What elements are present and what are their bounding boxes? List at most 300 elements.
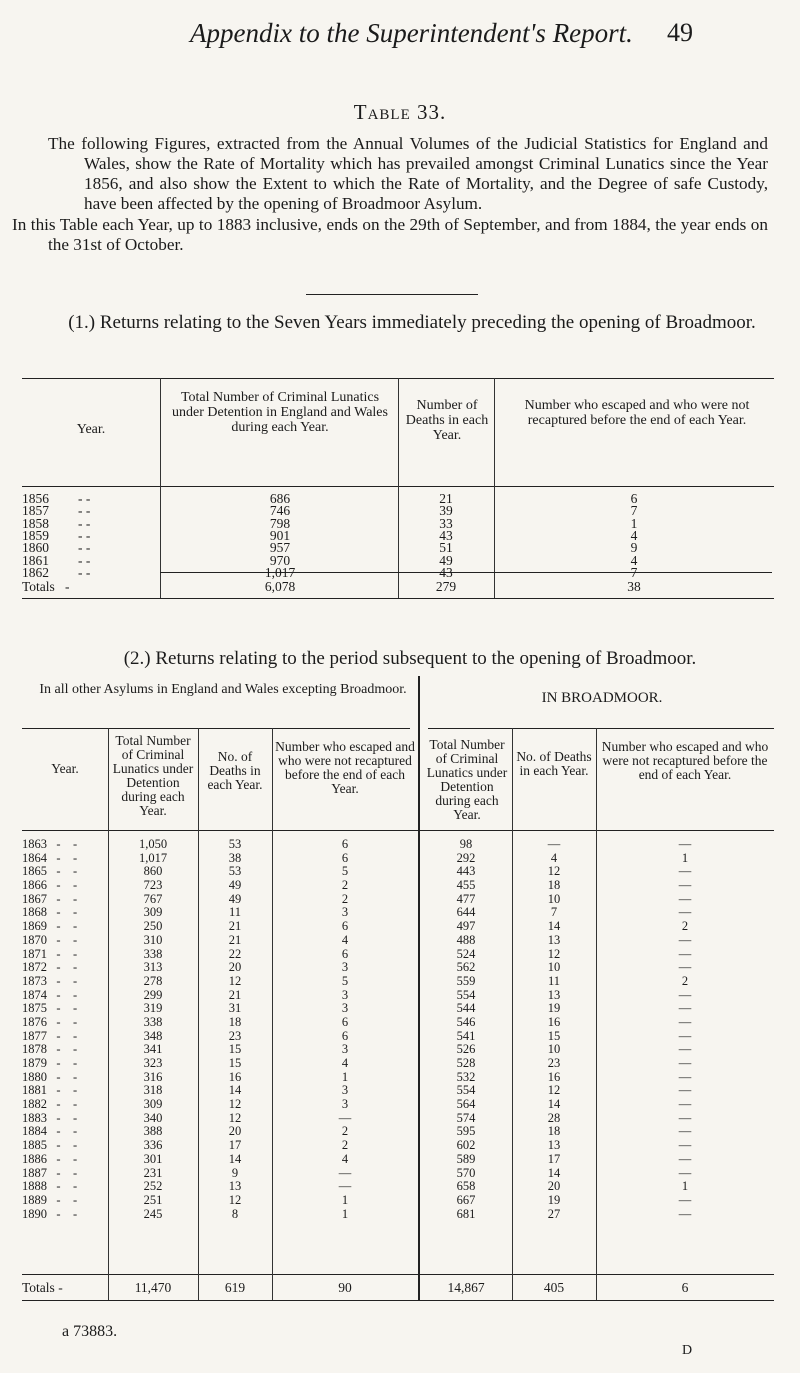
cell-b-escaped: — [678,1083,692,1098]
cell-b-total: 658 [456,1179,476,1194]
cell-year [22,1016,108,1030]
leader-dots: - - [47,850,78,865]
cell-year [22,1030,108,1044]
year-label: 1890 [22,1206,47,1221]
cell-b-deaths: 14 [547,1165,561,1180]
cell-deaths: 13 [228,1179,242,1194]
section-1-title: (1.) Returns relating to the Seven Years immediately preceding the opening of Broadmoor. [68,312,756,333]
cell-b-total: 602 [456,1138,476,1153]
row-total: 746 [269,503,291,519]
row-year: 1860 [22,540,49,556]
header-total: Total Number of Criminal Lunatics under Detention in England and Wales during each Year. [172,390,388,435]
cell-deaths: 9 [231,1165,239,1180]
leader-dots: - - [78,540,91,556]
cell-year [22,1002,108,1016]
cell-deaths: 11 [228,905,242,920]
row-escaped: 9 [630,540,638,556]
cell-total: 323 [143,1056,163,1070]
totals-total: 6,078 [264,579,296,594]
year-label: 1885 [22,1138,47,1153]
cell-b-deaths: 12 [547,864,561,879]
running-title: Appendix to the Superintendent's Report. [190,18,633,48]
cell-b-escaped: — [678,1151,692,1166]
cell-b-escaped: — [678,960,692,975]
header-escaped: Number who escaped and who were not recaptured before the end of each Year. [275,739,415,796]
year-label: 1889 [22,1192,47,1207]
cell-b-total: 570 [456,1165,476,1180]
cell-year [22,975,108,989]
year-label: 1883 [22,1110,47,1125]
cell-year [22,865,108,879]
column-rule [160,378,161,598]
cell-year [22,1180,108,1194]
row-total: 686 [269,491,291,506]
page-number: 49 [667,18,693,47]
cell-total: 860 [143,864,163,879]
leader-dots: - - [78,503,91,519]
cell-year [22,1194,108,1208]
year-label: 1880 [22,1069,47,1084]
totals-escaped: 38 [627,579,641,594]
leader-dots: - - [47,1001,78,1016]
cell-deaths: 12 [228,1110,242,1125]
cell-deaths: 15 [228,1042,242,1057]
leader-dots: - - [47,960,78,975]
row-escaped: 6 [630,491,638,506]
cell-deaths: 53 [228,864,242,879]
leader-dots: - - [47,946,78,961]
cell-total: 278 [143,973,163,988]
cell-b-escaped: — [678,1014,692,1029]
cell-escaped: 5 [341,864,349,879]
cell-b-deaths: 18 [547,878,561,893]
leader-dots: - - [47,919,78,934]
table-rule [22,728,410,729]
cell-b-escaped: 2 [681,973,689,988]
cell-b-escaped: 1 [681,1179,689,1194]
cell-b-deaths: 13 [547,1138,561,1153]
column-year [22,838,108,1221]
cell-total: 348 [143,1028,163,1043]
year-label: 1888 [22,1179,47,1194]
cell-escaped: — [338,1179,352,1194]
cell-b-total: 98 [459,837,473,851]
cell-deaths: 38 [228,850,242,865]
cell-b-total: 667 [456,1192,476,1207]
totals-escaped: 90 [338,1280,352,1295]
cell-b-escaped: — [678,1192,692,1207]
leader-dots: - - [47,864,78,879]
cell-year [22,1125,108,1139]
cell-b-deaths: 10 [547,891,561,906]
cell-escaped: 3 [341,1001,349,1016]
cell-total: 309 [143,1097,163,1112]
cell-b-total: 554 [456,1083,476,1098]
cell-b-total: 562 [456,960,476,975]
header-total: Total Number of Criminal Lunatics under Detention during each Year. [112,733,194,818]
cell-deaths: 21 [228,919,242,934]
cell-b-total: 681 [456,1206,476,1221]
leader-dots: - - [47,1192,78,1207]
cell-b-deaths: 16 [547,1069,561,1084]
cell-deaths: 20 [228,960,242,975]
cell-total: 336 [143,1138,163,1153]
table-post-broadmoor [22,676,774,1356]
footer-signature: a 73883. [62,1323,118,1340]
cell-escaped: 3 [341,960,349,975]
row-year: 1856 [22,491,49,506]
cell-total: 316 [143,1069,163,1084]
cell-b-deaths: 13 [547,932,561,947]
column-escaped [272,838,418,1221]
cell-total: 767 [143,891,163,906]
cell-b-escaped: 2 [681,919,689,934]
column-deaths [198,838,272,1221]
cell-b-deaths: 10 [547,1042,561,1057]
year-label: 1887 [22,1165,47,1180]
cell-b-total: 559 [456,973,476,988]
leader-dots: - - [47,1138,78,1153]
cell-escaped: 1 [341,1192,349,1207]
cell-b-deaths: 14 [547,1097,561,1112]
cell-deaths: 21 [228,932,242,947]
cell-year [22,920,108,934]
cell-b-total: 564 [456,1097,476,1112]
cell-total: 231 [143,1165,163,1180]
cell-year [22,1208,108,1222]
year-label: 1875 [22,1001,47,1016]
column-b-escaped [596,838,774,1221]
cell-b-total: 541 [456,1028,476,1043]
cell-escaped: 2 [341,878,349,893]
cell-b-escaped: — [678,1165,692,1180]
cell-b-total: 455 [456,878,476,893]
cell-deaths: 18 [228,1014,242,1029]
cell-total: 309 [143,905,163,920]
cell-b-deaths: 13 [547,987,561,1002]
cell-b-deaths: 16 [547,1014,561,1029]
leader-dots: - - [47,878,78,893]
footer-signature-mark: D [682,1343,693,1358]
cell-b-deaths: 19 [547,1192,561,1207]
year-label: 1868 [22,905,47,920]
cell-year [22,1057,108,1071]
cell-deaths: 12 [228,1192,242,1207]
cell-deaths: 23 [228,1028,242,1043]
cell-b-escaped: — [678,1001,692,1016]
cell-escaped: 2 [341,1138,349,1153]
row-deaths: 33 [439,515,453,531]
leader-dots: - - [47,987,78,1002]
leader-dots: - - [78,527,91,543]
totals-b-deaths: 405 [543,1280,565,1295]
cell-escaped: 3 [341,987,349,1002]
cell-b-deaths: 11 [547,973,561,988]
year-label: 1881 [22,1083,47,1098]
cell-b-total: 546 [456,1014,476,1029]
cell-escaped: 6 [341,1014,349,1029]
leader-dots: - - [47,932,78,947]
cell-total: 313 [143,960,163,975]
cell-deaths: 49 [228,891,242,906]
column-total [108,838,198,1221]
table-rule [428,728,774,729]
leader-dots: - - [78,491,91,506]
leader-dots: - - [47,1097,78,1112]
leader-dots: - - [47,891,78,906]
table-rule [22,830,774,831]
cell-total: 340 [143,1110,163,1125]
cell-escaped: 6 [341,1028,349,1043]
cell-b-deaths: 27 [547,1206,561,1221]
cell-b-deaths: 20 [547,1179,561,1194]
cell-b-escaped: — [678,1042,692,1057]
cell-b-escaped: — [678,932,692,947]
cell-escaped: 2 [341,891,349,906]
cell-b-deaths: 17 [547,1151,561,1166]
row-deaths: 51 [439,540,453,556]
cell-total: 388 [143,1124,163,1139]
cell-escaped: 5 [341,973,349,988]
cell-deaths: 15 [228,1056,242,1070]
cell-b-escaped: — [678,1124,692,1139]
leader-dots: - - [47,1206,78,1221]
cell-b-escaped: — [678,1206,692,1221]
cell-year [22,1167,108,1181]
year-label: 1866 [22,878,47,893]
cell-year [22,989,108,1003]
header-year: Year. [76,422,106,437]
header-deaths: Number of Deaths in each Year. [405,398,489,443]
totals-total: 11,470 [134,1280,172,1295]
leader-dots: - - [78,552,91,568]
group-header-broadmoor: IN BROADMOOR. [541,690,663,706]
intro-paragraph-2: In this Table each Year, up to 1883 inclusive, ends on the 29th of September, and from 1884, the year ends on the 31st of October. [12,215,768,254]
cell-escaped: 4 [341,1151,349,1166]
row-escaped: 1 [630,515,638,531]
cell-b-escaped: — [678,878,692,893]
cell-deaths: 16 [228,1069,242,1084]
cell-escaped: 6 [341,837,349,851]
cell-escaped: 1 [341,1069,349,1084]
cell-b-deaths: — [547,837,561,851]
header-escaped: Number who escaped and who were not recaptured before the end of each Year. [524,398,750,428]
intro-text [12,134,768,255]
running-header [0,18,800,48]
cell-escaped: 3 [341,905,349,920]
row-escaped: 7 [630,564,638,580]
cell-total: 310 [143,932,163,947]
cell-b-escaped: — [678,905,692,920]
cell-escaped: 3 [341,1042,349,1057]
row-deaths: 43 [439,527,453,543]
row-escaped: 7 [630,503,638,519]
cell-b-escaped: — [678,864,692,879]
row-deaths: 49 [439,552,453,568]
cell-b-escaped: — [678,1028,692,1043]
row-total: 957 [269,540,291,556]
row-year: 1859 [22,527,49,543]
leader-dots: - - [47,1069,78,1084]
cell-total: 338 [143,946,163,961]
leader-dots: - - [47,1179,78,1194]
cell-year [22,893,108,907]
cell-year [22,879,108,893]
cell-b-deaths: 14 [547,919,561,934]
year-label: 1869 [22,919,47,934]
cell-escaped: 6 [341,946,349,961]
cell-year [22,852,108,866]
leader-dots: - - [47,1042,78,1057]
cell-b-deaths: 15 [547,1028,561,1043]
row-year: 1858 [22,515,49,531]
row-year: 1857 [22,503,49,519]
year-label: 1867 [22,891,47,906]
cell-escaped: — [338,1110,352,1125]
cell-b-total: 526 [456,1042,476,1057]
cell-total: 301 [143,1151,163,1166]
cell-b-deaths: 19 [547,1001,561,1016]
year-label: 1864 [22,850,47,865]
totals-label: Totals - [22,579,70,594]
cell-escaped: 3 [341,1097,349,1112]
year-label: 1886 [22,1151,47,1166]
header-deaths: No. of Deaths in each Year. [207,749,263,792]
row-deaths: 21 [439,491,453,506]
cell-deaths: 17 [228,1138,242,1153]
cell-year [22,961,108,975]
leader-dots: - - [47,1028,78,1043]
cell-b-deaths: 7 [550,905,558,920]
row-year: 1861 [22,552,49,568]
cell-total: 250 [143,919,163,934]
cell-escaped: 4 [341,1056,349,1070]
cell-year [22,1071,108,1085]
cell-b-total: 524 [456,946,476,961]
cell-b-total: 595 [456,1124,476,1139]
year-label: 1871 [22,946,47,961]
row-deaths: 43 [439,564,453,580]
totals-b-escaped: 6 [681,1280,689,1295]
intro-paragraph-1: The following Figures, extracted from the Annual Volumes of the Judicial Statistics for England and Wales, show the Rate of Mortality which has prevailed amongst Criminal Lunatics since the Year 1856, and also show the Extent to which the Rate of Mortality, and the Degree of safe Custody, have been affected by the opening of Broadmoor Asylum. [48,134,768,213]
cell-year [22,948,108,962]
cell-total: 1,017 [138,850,168,865]
cell-escaped: 4 [341,932,349,947]
cell-b-total: 574 [456,1110,476,1125]
cell-total: 245 [143,1206,163,1221]
leader-dots: - - [47,1110,78,1125]
cell-b-total: 554 [456,987,476,1002]
cell-b-escaped: — [678,837,692,851]
cell-deaths: 49 [228,878,242,893]
cell-deaths: 21 [228,987,242,1002]
column-b-deaths [512,838,596,1221]
cell-b-total: 477 [456,891,476,906]
cell-b-escaped: — [678,1097,692,1112]
table-rule [22,1274,774,1275]
leader-dots: - - [47,1124,78,1139]
year-label: 1876 [22,1014,47,1029]
year-label: 1879 [22,1056,47,1070]
divider [306,294,478,295]
cell-year [22,838,108,852]
cell-total: 252 [143,1179,163,1194]
cell-b-escaped: — [678,987,692,1002]
cell-escaped: 6 [341,850,349,865]
cell-b-deaths: 23 [547,1056,561,1070]
section-2-title: (2.) Returns relating to the period subsequent to the opening of Broadmoor. [123,648,697,669]
leader-dots: - - [47,905,78,920]
table-rule [22,598,774,599]
group-header-other-asylums: In all other Asylums in England and Wales excepting Broadmoor. [39,682,407,697]
year-label: 1874 [22,987,47,1002]
row-escaped: 4 [630,527,638,543]
totals-deaths: 279 [435,579,457,594]
totals-b-total: 14,867 [447,1280,485,1295]
cell-deaths: 8 [231,1206,239,1221]
cell-deaths: 12 [228,973,242,988]
cell-year [22,906,108,920]
cell-total: 299 [143,987,163,1002]
cell-b-deaths: 28 [547,1110,561,1125]
cell-escaped: 2 [341,1124,349,1139]
row-year: 1862 [22,564,49,580]
cell-escaped: — [338,1165,352,1180]
cell-b-escaped: — [678,946,692,961]
cell-total: 319 [143,1001,163,1016]
totals-label: Totals - [22,1280,63,1295]
year-label: 1882 [22,1097,47,1112]
cell-b-total: 488 [456,932,476,947]
header-b-escaped: Number who escaped and who were not recaptured before the end of each Year. [601,739,769,782]
row-deaths: 39 [439,503,453,519]
cell-total: 1,050 [138,837,168,851]
year-label: 1884 [22,1124,47,1139]
cell-b-escaped: — [678,1069,692,1084]
cell-deaths: 14 [228,1083,242,1098]
leader-dots: - - [47,1056,78,1070]
cell-b-total: 589 [456,1151,476,1166]
cell-deaths: 31 [228,1001,242,1016]
year-label: 1873 [22,973,47,988]
year-label: 1870 [22,932,47,947]
table-pre-broadmoor [22,378,774,602]
cell-b-total: 644 [456,905,476,920]
leader-dots: - - [47,1151,78,1166]
leader-dots: - - [47,1165,78,1180]
cell-b-escaped: — [678,1056,692,1070]
row-total: 798 [269,515,291,531]
cell-deaths: 20 [228,1124,242,1139]
cell-escaped: 6 [341,919,349,934]
cell-escaped: 3 [341,1083,349,1098]
totals-deaths: 619 [224,1280,246,1295]
cell-b-escaped: — [678,891,692,906]
cell-deaths: 22 [228,946,242,961]
leader-dots: - - [47,837,78,851]
leader-dots: - - [47,973,78,988]
cell-deaths: 53 [228,837,242,851]
cell-b-deaths: 12 [547,1083,561,1098]
cell-year [22,1153,108,1167]
cell-deaths: 14 [228,1151,242,1166]
cell-year [22,1139,108,1153]
leader-dots: - - [78,564,91,580]
cell-b-total: 292 [456,850,476,865]
column-b-total [420,838,512,1221]
row-total: 901 [269,527,291,543]
leader-dots: - - [47,1014,78,1029]
